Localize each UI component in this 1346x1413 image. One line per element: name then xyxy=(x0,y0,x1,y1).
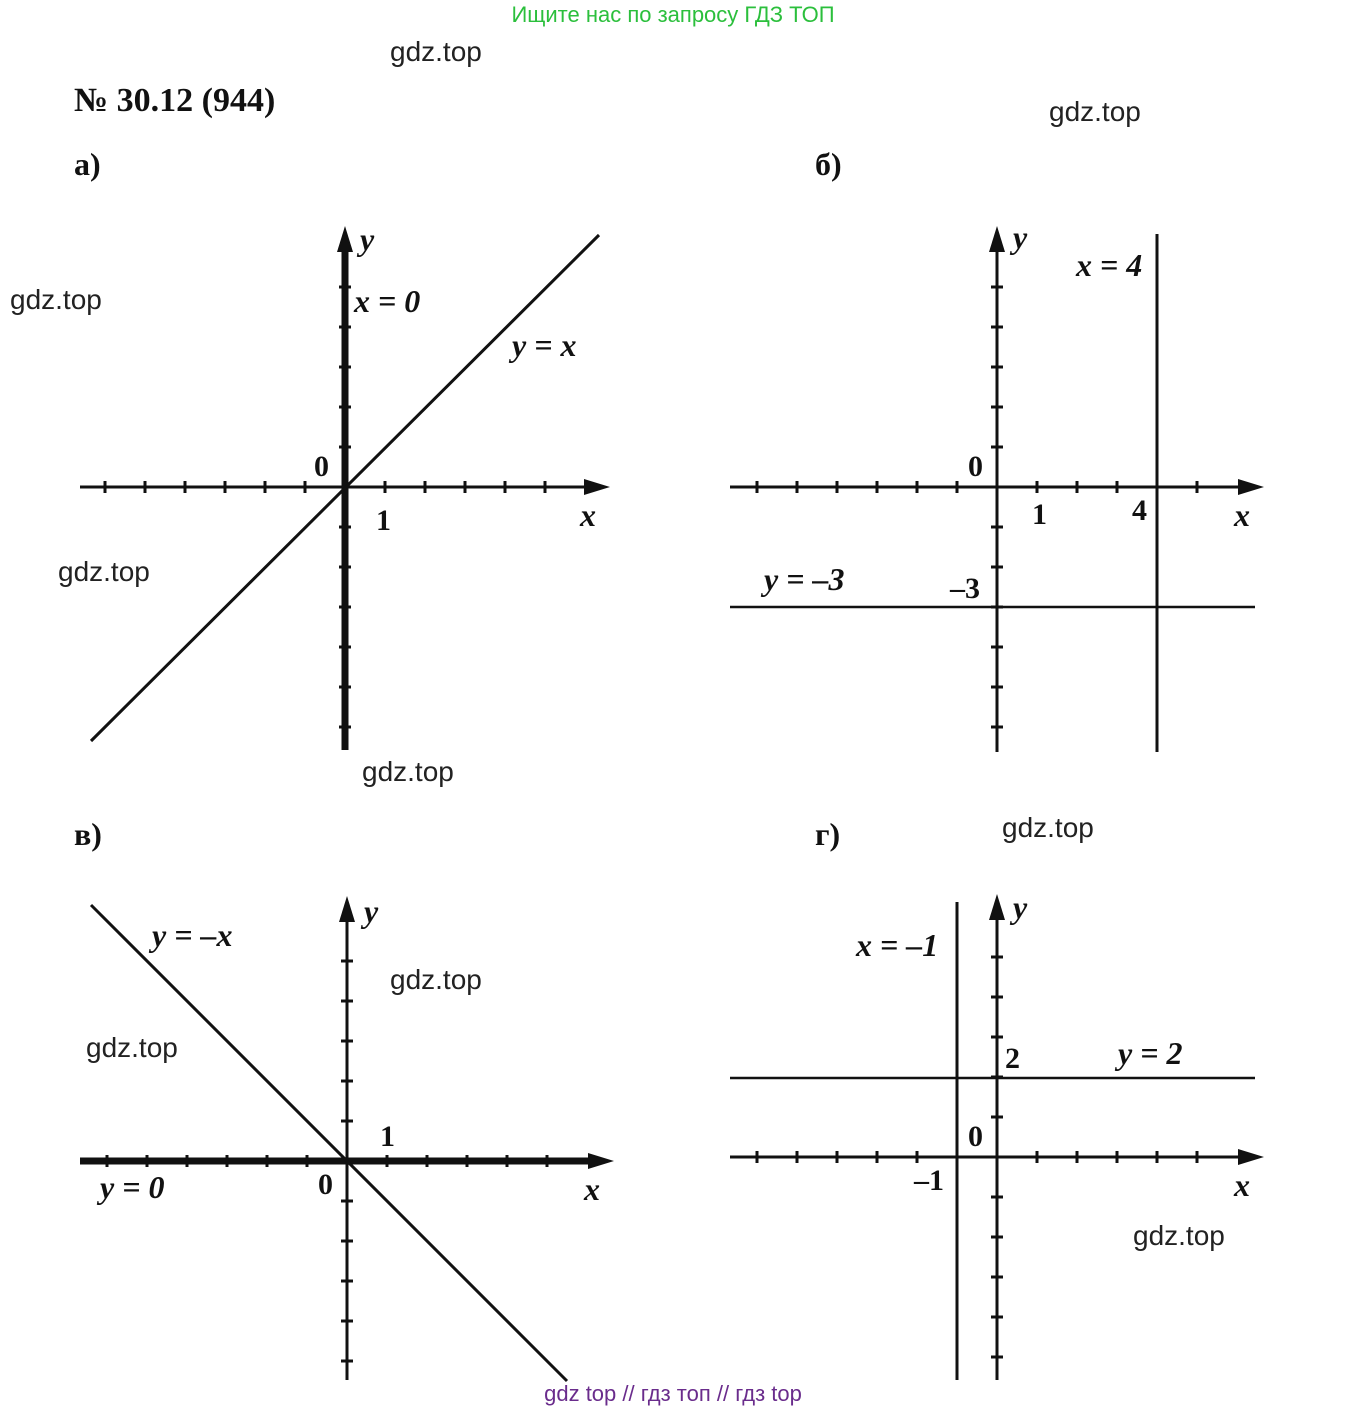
tick-label-minus-3: –3 xyxy=(950,572,980,605)
tick-label-1: 1 xyxy=(380,1120,395,1153)
equation-x-eq-minus-1: x = –1 xyxy=(856,927,939,963)
x-axis-arrow xyxy=(1238,1149,1264,1165)
watermark: gdz.top xyxy=(362,756,454,787)
panel-b-graph xyxy=(730,226,1264,752)
y-axis-name: y xyxy=(1013,219,1028,255)
equation-x-eq-0: x = 0 xyxy=(354,283,421,319)
panel-label-g: г) xyxy=(815,816,841,852)
y-axis-arrow xyxy=(339,896,355,922)
watermark: gdz.top xyxy=(10,284,102,315)
footer-links[interactable]: gdz top // гдз топ // гдз top xyxy=(544,1381,802,1406)
equation-y-eq-x: y = x xyxy=(512,327,577,363)
panel-v-graph xyxy=(80,896,614,1381)
x-axis-arrow xyxy=(1238,479,1264,495)
equation-y-eq-2: y = 2 xyxy=(1118,1035,1183,1071)
x-axis-arrow xyxy=(588,1153,614,1169)
panel-label-b: б) xyxy=(815,146,842,182)
watermark: gdz.top xyxy=(86,1032,178,1063)
origin-label: 0 xyxy=(968,450,983,483)
watermark: gdz.top xyxy=(1133,1220,1225,1251)
tick-label-minus-1: –1 xyxy=(914,1164,944,1197)
x-axis-name: x xyxy=(1234,1167,1250,1203)
x-axis-arrow xyxy=(584,479,610,495)
y-axis-name: y xyxy=(360,221,375,257)
search-banner[interactable]: Ищите нас по запросу ГДЗ ТОП xyxy=(511,2,835,27)
y-axis-arrow xyxy=(337,226,353,252)
x-axis-name: x xyxy=(580,497,596,533)
x-axis-name: x xyxy=(1234,497,1250,533)
panel-label-v: в) xyxy=(74,816,102,852)
equation-y-eq-minus-3: y = –3 xyxy=(764,561,845,597)
watermark: gdz.top xyxy=(390,36,482,67)
tick-label-4: 4 xyxy=(1132,494,1147,527)
equation-x-eq-4: x = 4 xyxy=(1076,247,1143,283)
y-axis-arrow xyxy=(989,894,1005,920)
origin-label: 0 xyxy=(968,1120,983,1153)
panel-a-graph xyxy=(80,226,610,750)
panel-g-graph xyxy=(730,894,1264,1380)
origin-label: 0 xyxy=(314,450,329,483)
x-axis-name: x xyxy=(584,1171,600,1207)
y-axis-name: y xyxy=(364,893,379,929)
y-axis-name: y xyxy=(1013,889,1028,925)
line-y-eq-minus-x xyxy=(91,905,567,1381)
equation-y-eq-minus-x: y = –x xyxy=(152,917,233,953)
panel-label-a: а) xyxy=(74,146,101,182)
tick-label-2: 2 xyxy=(1005,1042,1020,1075)
y-axis-arrow xyxy=(989,226,1005,252)
watermark: gdz.top xyxy=(390,964,482,995)
problem-number: № 30.12 (944) xyxy=(74,82,276,119)
watermark: gdz.top xyxy=(1002,812,1094,843)
watermark: gdz.top xyxy=(1049,96,1141,127)
tick-label-1: 1 xyxy=(1032,498,1047,531)
origin-label: 0 xyxy=(318,1168,333,1201)
equation-y-eq-0: y = 0 xyxy=(100,1169,165,1205)
tick-label-1: 1 xyxy=(376,504,391,537)
watermark: gdz.top xyxy=(58,556,150,587)
